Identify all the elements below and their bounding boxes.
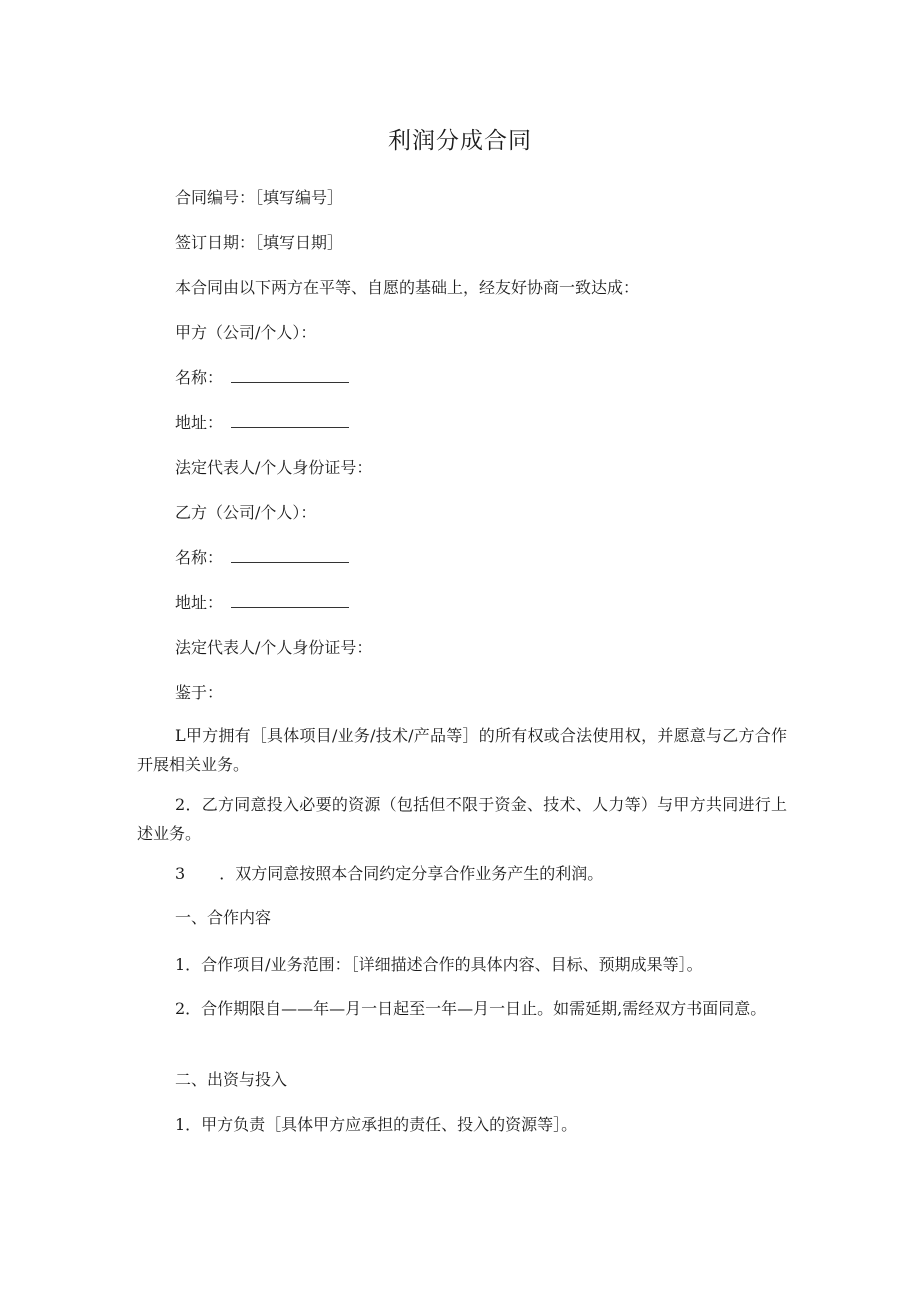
party-a-rep-label: 法定代表人/个人身份证号：	[175, 458, 373, 477]
sign-date-label: 签订日期：	[175, 233, 256, 252]
section-1-item-1: 1．合作项目/业务范围：［详细描述合作的具体内容、目标、预期成果等］。	[175, 955, 703, 974]
whereas-item-3-text: ．双方同意按照本合同约定分享合作业务产生的利润。	[219, 864, 604, 883]
party-b-address-label: 地址：	[175, 593, 224, 612]
sign-date-line	[175, 229, 343, 257]
party-b-name-label: 名称：	[175, 548, 224, 567]
section-2-heading: 二、出资与投入	[175, 1070, 288, 1089]
party-a-heading: 甲方（公司/个人）：	[175, 323, 317, 342]
party-a-name-line	[175, 364, 349, 392]
document-title: 利润分成合同	[388, 128, 532, 154]
section-2-item-1: 1．甲方负责［具体甲方应承担的责任、投入的资源等］。	[175, 1115, 578, 1134]
whereas-item-1: L甲方拥有［具体项目/业务/技术/产品等］的所有权或合法使用权，并愿意与乙方合作开展相关业务。	[137, 726, 787, 774]
whereas-item-2: 2．乙方同意投入必要的资源（包括但不限于资金、技术、人力等）与甲方共同进行上述业务。	[137, 795, 787, 843]
section-1-heading: 一、合作内容	[175, 908, 272, 927]
party-b-heading: 乙方（公司/个人）：	[175, 503, 317, 522]
party-b-rep-label: 法定代表人/个人身份证号：	[175, 638, 373, 657]
party-a-name-blank	[231, 366, 349, 383]
section-1-item-2: 2．合作期限自——年—月一日起至一年—月一日止。如需延期,需经双方书面同意。	[175, 999, 767, 1018]
sign-date-value: ［填写日期］	[255, 233, 344, 252]
party-a-address-line	[175, 409, 349, 437]
party-b-address-line	[175, 589, 349, 617]
whereas-heading: 鉴于：	[175, 683, 224, 702]
party-a-address-blank	[231, 411, 349, 428]
party-a-address-label: 地址：	[175, 413, 224, 432]
party-b-name-line	[175, 544, 349, 572]
party-b-name-blank	[231, 546, 349, 563]
whereas-item-3	[175, 860, 603, 888]
party-b-address-blank	[231, 591, 349, 608]
contract-number-label: 合同编号：	[175, 188, 256, 207]
party-a-name-label: 名称：	[175, 368, 224, 387]
contract-number-value: ［填写编号］	[255, 188, 344, 207]
whereas-item-3-number: 3	[175, 864, 186, 883]
contract-number-line	[175, 184, 343, 212]
intro-text: 本合同由以下两方在平等、自愿的基础上，经友好协商一致达成：	[175, 278, 640, 297]
